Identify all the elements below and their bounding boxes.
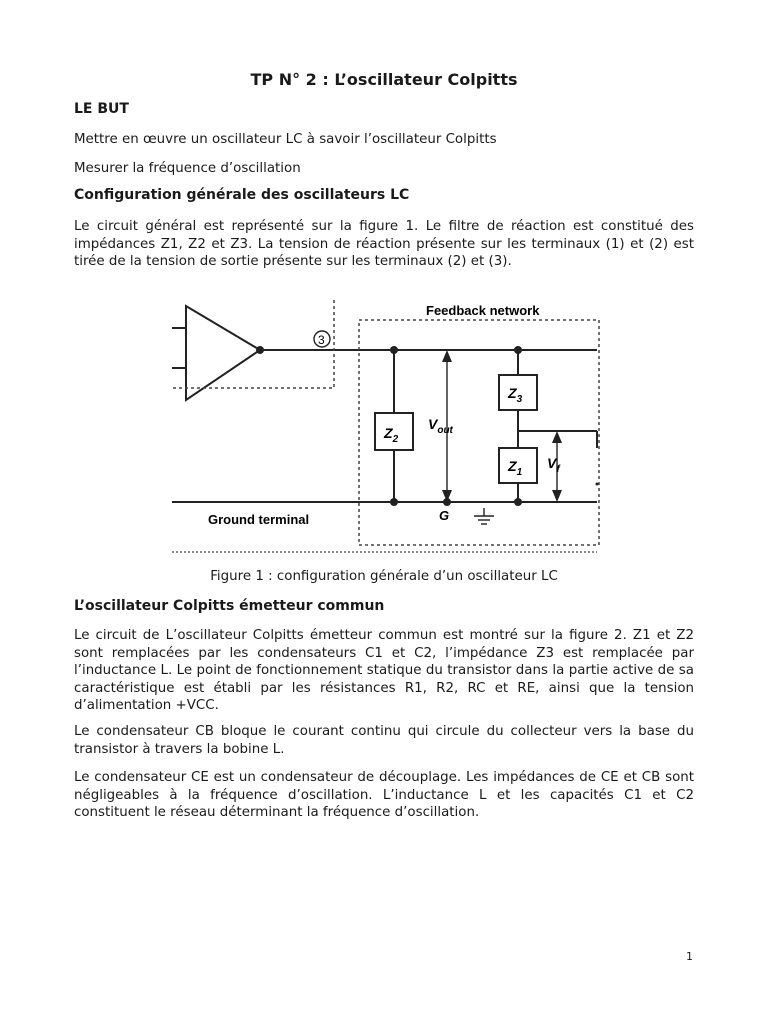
circuit-figure <box>172 298 602 558</box>
vf-label: V <box>547 455 557 471</box>
but-item-2: Mesurer la fréquence d’oscillation <box>74 161 301 176</box>
svg-text:Vf: $V_f$ <box>547 455 560 475</box>
ground-terminal-label: Ground terminal <box>208 512 310 527</box>
feedback-network-label: Feedback network <box>426 303 540 318</box>
vf-arrow-down <box>552 490 562 502</box>
but-item-1: Mettre en œuvre un oscillateur LC à savoir l’oscillateur Colpitts <box>74 132 497 147</box>
terminal-3-label: 3 <box>318 333 325 347</box>
vout-label: V <box>428 416 438 432</box>
vout-arrow-up <box>442 350 452 362</box>
z1-label: Z <box>508 458 517 474</box>
svg-text:Z3: $Z_3$ <box>508 385 523 405</box>
output-node <box>256 346 264 354</box>
config-paragraph: Le circuit général est représenté sur la figure 1. Le filtre de réaction est constitué des impédances Z1, Z2 et Z3. La tension de réaction présente sur les terminaux (1) et (2) est tirée de la tension de sortie présente sur les terminaux (2) et (3). <box>74 219 694 269</box>
colpitts-paragraph-3: Le condensateur CE est un condensateur de découplage. Les impédances de CE et CB sont négligeables à la fréquence d’oscillation. L’inductance L et les capacités C1 et C2 constituent le réseau déterminant la fréquence d’oscillation. <box>74 770 694 820</box>
page-number: 1 <box>686 950 693 963</box>
figure-caption: Figure 1 : configuration générale d’un oscillateur LC <box>210 569 558 584</box>
amplifier-symbol <box>186 306 260 400</box>
colpitts-paragraph-2: Le condensateur CB bloque le courant continu qui circule du collecteur vers la base du transistor à travers la bobine L. <box>74 724 694 757</box>
heading-colpitts: L’oscillateur Colpitts émetteur commun <box>74 598 385 614</box>
page-title: TP N° 2 : L’oscillateur Colpitts <box>250 70 518 89</box>
colpitts-paragraph-1: Le circuit de L’oscillateur Colpitts émetteur commun est montré sur la figure 2. Z1 et Z2 sont remplacées par les condensateurs C1 et C2, l’impédance Z3 est remplacée par l’inductance L. Le point de fonctionnement statique du transistor dans la partie active de sa caractéristique est établi par les résistances R1, R2, RC et RE, ainsi que la tension d’alimentation +VCC. <box>74 628 694 713</box>
z2-label: Z <box>384 425 393 441</box>
svg-text:Vout: $V_{out}$ <box>428 416 453 436</box>
svg-text:Z2: $Z_2$ <box>384 425 399 445</box>
z3-label: Z <box>508 385 517 401</box>
heading-configuration: Configuration générale des oscillateurs LC <box>74 187 410 203</box>
heading-le-but: LE BUT <box>74 101 129 117</box>
g-label: G <box>439 508 450 523</box>
svg-text:Z1: $Z_1$ <box>508 458 523 478</box>
vf-arrow-up <box>552 431 562 443</box>
